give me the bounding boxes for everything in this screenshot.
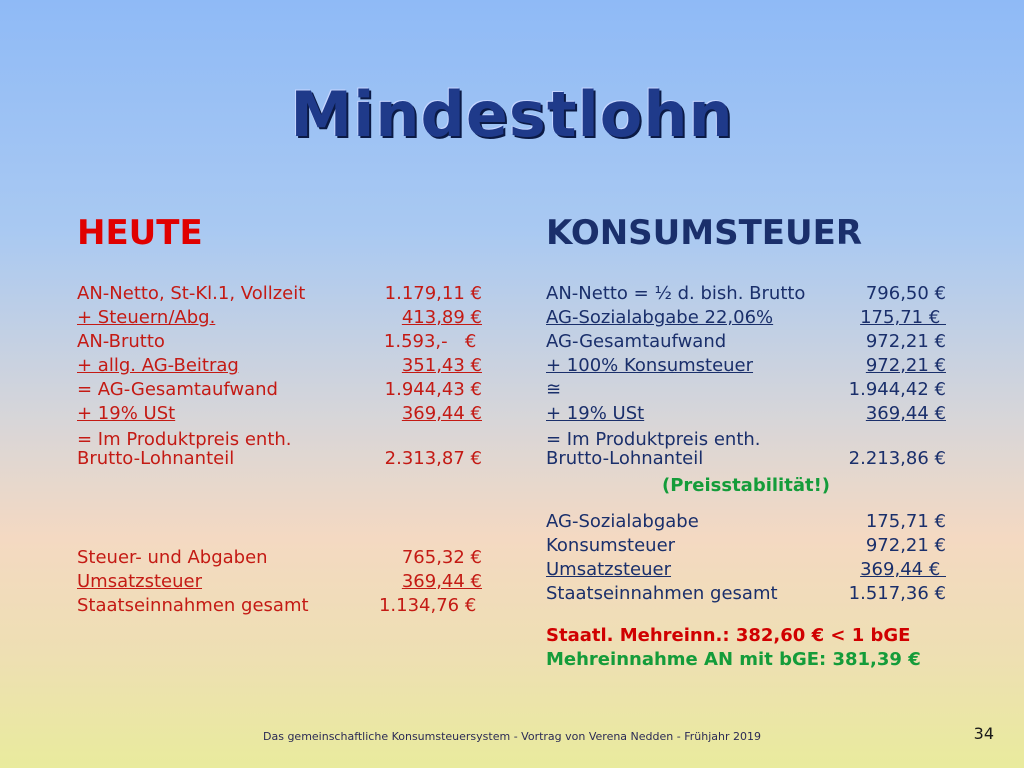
table-row bbox=[77, 546, 482, 570]
table-row bbox=[546, 306, 946, 330]
column-heading-heute: HEUTE bbox=[77, 213, 203, 253]
column-heute bbox=[77, 210, 482, 618]
row-label: Umsatzsteuer bbox=[546, 559, 672, 580]
row-value: 1.517,36 € bbox=[848, 583, 946, 604]
column-konsumsteuer bbox=[546, 210, 946, 672]
row-value: 1.944,42 € bbox=[848, 379, 946, 400]
table-row bbox=[77, 282, 482, 306]
row-label: Brutto-Lohnanteil bbox=[546, 448, 704, 469]
table-row bbox=[546, 582, 946, 606]
table-row bbox=[546, 282, 946, 306]
row-value: 2.213,86 € bbox=[848, 448, 946, 469]
row-label: Umsatzsteuer bbox=[77, 571, 203, 592]
table-row bbox=[77, 570, 482, 594]
table-row-product-price bbox=[77, 430, 482, 468]
table-row bbox=[77, 354, 482, 378]
slide-footer: Das gemeinschaftliche Konsumsteuersystem - Vortrag von Verena Nedden - Frühjahr 2019 bbox=[263, 730, 761, 743]
row-value: 369,44 € bbox=[860, 559, 946, 580]
row-value: 369,44 € bbox=[865, 403, 946, 424]
row-value: 369,44 € bbox=[401, 571, 482, 592]
table-row bbox=[77, 402, 482, 426]
row-value: 369,44 € bbox=[401, 403, 482, 424]
table-row bbox=[546, 330, 946, 354]
table-row bbox=[546, 558, 946, 582]
row-label: = Im Produktpreis enth. bbox=[546, 429, 761, 450]
row-value: 351,43 € bbox=[401, 355, 482, 376]
highlight-state-revenue bbox=[546, 624, 946, 648]
row-value: 796,50 € bbox=[860, 283, 946, 304]
row-value: 413,89 € bbox=[401, 307, 482, 328]
row-label: Brutto-Lohnanteil bbox=[77, 448, 235, 469]
row-label: + 19% USt bbox=[546, 403, 645, 424]
row-label: = Im Produktpreis enth. bbox=[77, 429, 292, 450]
row-label: AG-Gesamtaufwand bbox=[546, 331, 727, 352]
highlight-employee-revenue bbox=[546, 648, 946, 672]
table-row bbox=[77, 594, 482, 618]
row-label: + allg. AG-Beitrag bbox=[77, 355, 239, 376]
table-row bbox=[546, 402, 946, 426]
row-label: AN-Brutto bbox=[77, 331, 165, 352]
column-heading-konsumsteuer: KONSUMSTEUER bbox=[546, 213, 863, 253]
row-label: Konsumsteuer bbox=[546, 535, 676, 556]
row-label: Staatseinnahmen gesamt bbox=[546, 583, 778, 604]
row-value: 765,32 € bbox=[401, 547, 482, 568]
row-label: + Steuern/Abg. bbox=[77, 307, 216, 328]
row-value: 1.593,- € bbox=[383, 331, 482, 352]
table-row bbox=[77, 378, 482, 402]
slide-title: Mindestlohn bbox=[290, 78, 734, 151]
row-value: 1.944,43 € bbox=[384, 379, 482, 400]
row-label: + 19% USt bbox=[77, 403, 176, 424]
row-label: Steuer- und Abgaben bbox=[77, 547, 268, 568]
table-row bbox=[546, 510, 946, 534]
row-label: + 100% Konsumsteuer bbox=[546, 355, 754, 376]
row-value: 2.313,87 € bbox=[384, 448, 482, 469]
row-value: 972,21 € bbox=[865, 535, 946, 556]
table-row-product-price bbox=[546, 430, 946, 468]
price-stability-note: (Preisstabilität!) bbox=[661, 475, 831, 496]
table-row bbox=[546, 378, 946, 402]
row-value: 972,21 € bbox=[865, 331, 946, 352]
row-label: ≅ bbox=[546, 379, 562, 400]
row-value: 175,71 € bbox=[865, 511, 946, 532]
row-label: AG-Sozialabgabe 22,06% bbox=[546, 307, 774, 328]
page-number: 34 bbox=[973, 724, 994, 743]
row-label: AG-Sozialabgabe bbox=[546, 511, 699, 532]
row-value: 972,21 € bbox=[865, 355, 946, 376]
row-value: 175,71 € bbox=[860, 307, 946, 328]
row-label: AN-Netto, St-Kl.1, Vollzeit bbox=[77, 283, 306, 304]
table-row bbox=[546, 354, 946, 378]
row-label: AN-Netto = ½ d. bish. Brutto bbox=[546, 283, 806, 304]
table-row bbox=[77, 306, 482, 330]
row-value: 1.179,11 € bbox=[384, 283, 482, 304]
highlight-text: Mehreinnahme AN mit bGE: 381,39 € bbox=[546, 649, 921, 670]
row-value: 1.134,76 € bbox=[378, 595, 482, 616]
row-label: = AG-Gesamtaufwand bbox=[77, 379, 278, 400]
row-label: Staatseinnahmen gesamt bbox=[77, 595, 309, 616]
table-row bbox=[77, 330, 482, 354]
table-row bbox=[546, 534, 946, 558]
highlight-text: Staatl. Mehreinn.: 382,60 € < 1 bGE bbox=[546, 625, 911, 646]
